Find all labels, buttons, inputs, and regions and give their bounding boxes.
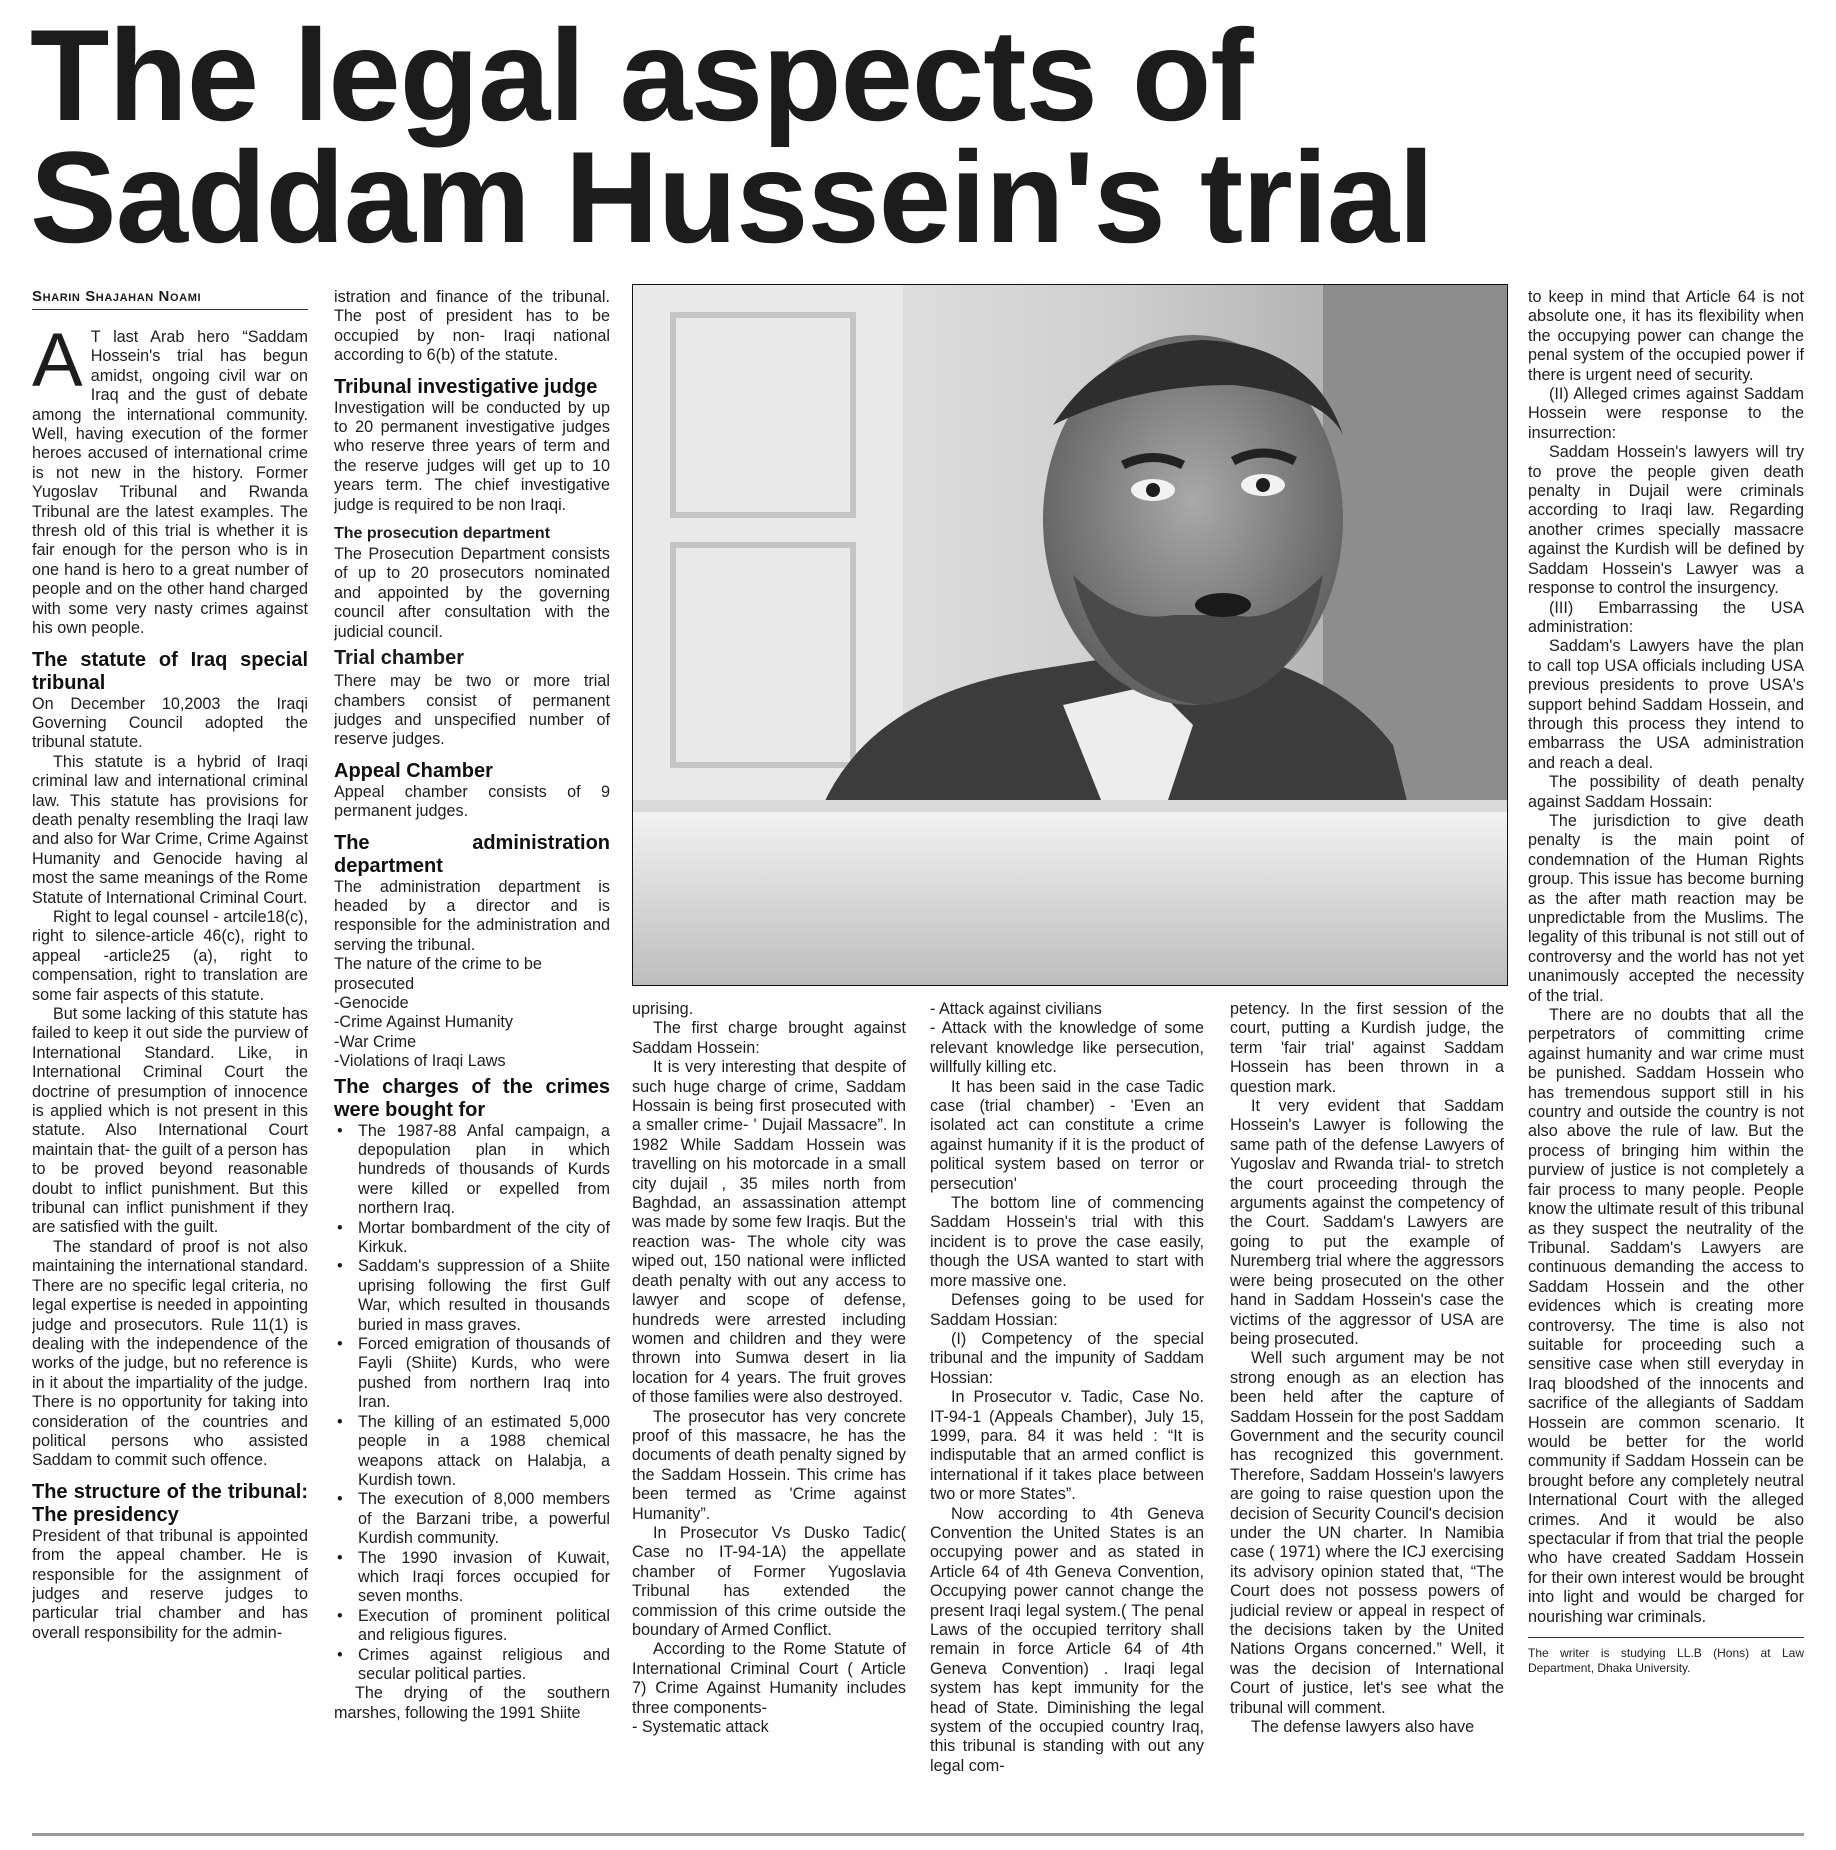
paragraph: It very evident that Saddam Hossein's Lawyer is following the same path of the defense Lawyers of Yugoslav and Rwanda trial- to stretch the court proceeding through the arguments against the competency of the Court. Saddam's Lawyers are going to put the example of Nuremberg trial where the aggressors were being prosecuted on the other hand in Saddam Hossein's case the victims of the aggressor of USA are being prosecuted.	[1230, 1097, 1504, 1348]
crime-item: -War Crime	[334, 1032, 417, 1051]
paragraph: In Prosecutor v. Tadic, Case No. IT-94-1 (Appeals Chamber), July 15, 1999, para. 84 it was held : “It is indisputable that an armed conflict is international if it takes place between two or more States”.	[930, 1388, 1204, 1504]
list-item: • The 1987-88 Anfal campaign, a depopulation plan in which hundreds of thousands of Kurds were killed or expelled from northern Iraq.	[334, 1122, 610, 1219]
heading-charges: The charges of the crimes were bought for	[334, 1075, 610, 1121]
paragraph: The standard of proof is not also maintaining the international standard. There are no specific legal criteria, no legal expertise is needed in appointing judge and prosecutors. Rule 11(1) is dealing with the independence of the works of the judge, but no reference is in it about the impartiality of the judge. There is no opportunity for taking into consideration of the countries and political persons who assisted Saddam to commit such offence.	[32, 1237, 308, 1470]
paragraph: Well such argument may be not strong enough as an election has been held after the capture of Saddam Hossein for the post Saddam Government and the security council has recognized this government. Therefore, Saddam Hossein's lawyers are going to raise question upon the decision of Security Council's decision under the UN charter. In Namibia case ( 1971) where the ICJ exercising its advisory opinion stated that, “The Court does not possess powers of judicial review or appeal in respect of the decisions taken by the United Nations Organs concerned.” Well, it was the decision of International Court of justice, let's see what the tribunal will comment.	[1230, 1349, 1504, 1717]
paragraph: The nature of the crime to be prosecuted	[334, 955, 542, 993]
heading-administration: The administration department	[334, 831, 610, 877]
column-4	[930, 1000, 1204, 1828]
list-item: • The execution of 8,000 members of the Barzani tribe, a powerful Kurdish community.	[334, 1490, 610, 1548]
paragraph: (I) Competency of the special tribunal and the impunity of Saddam Hossian:	[930, 1329, 1204, 1387]
paragraph: The prosecutor has very concrete proof of this massacre, he has the documents of death penalty signed by the Saddam Hossein. This crime has been termed as 'Crime against Humanity”.	[632, 1407, 906, 1523]
list-item: • Crimes against religious and secular political parties.	[334, 1646, 610, 1685]
paragraph: The first charge brought against Saddam Hossein:	[632, 1019, 906, 1057]
column-2	[334, 288, 610, 1828]
paragraph: The drying of the southern marshes, following the 1991 Shiite	[334, 1684, 610, 1722]
paragraph: The bottom line of commencing Saddam Hossein's trial with this incident is to prove the case easily, though the USA wanted to start with more massive one.	[930, 1194, 1204, 1290]
heading-prosecution: The prosecution department	[334, 525, 551, 543]
dropcap: A	[32, 328, 83, 403]
column-3	[632, 1000, 906, 1828]
paragraph: There may be two or more trial chambers consist of permanent judges and unspecified number of reserve judges.	[334, 672, 610, 749]
charges-list	[334, 1122, 610, 1685]
list-item: • Mortar bombardment of the city of Kirkuk.	[334, 1219, 610, 1258]
heading-structure: The structure of the tribunal: The presidency	[32, 1480, 308, 1526]
paragraph: On December 10,2003 the Iraqi Governing Council adopted the tribunal statute.	[32, 694, 308, 752]
paragraph: Saddam Hossein's lawyers will try to prove the people given death penalty in Dujail were criminals according to Iraqi law. Regarding another crimes specially massacre against the Kurdish will be defined by Saddam Hossein's Lawyer was a response to control the insurgency.	[1528, 443, 1804, 598]
paragraph: Saddam's Lawyers have the plan to call top USA officials including USA previous presidents to prove USA's support behind Saddam Hossein, and through this process they intend to embarrass the USA administration and reach a deal.	[1528, 637, 1804, 772]
footer-rule	[32, 1833, 1804, 1836]
paragraph: The jurisdiction to give death penalty is the main point of condemnation of the Human Rights group. This issue has become burning as the after math reaction may be unpredictable from the Muslims. The legality of this tribunal is not still out of controversy and the world has not yet unanimously accepted the necessity of the trial.	[1528, 811, 1804, 1005]
paragraph: There are no doubts that all the perpetrators of committing crime against humanity and war crime must be punished. Saddam Hossein who has tremendous support still in his country and outside the country is not also above the rule of law. But the process of bringing him within the purview of justice is not completely a fair process to many people. People know the ultimate result of this tribunal as they suspect the neutrality of the Tribunal. Saddam's Lawyers are continuous demanding the access to Saddam Hossein and the other evidences which is creating more controversy. The time is also not suitable for proceeding such a sensitive case when still everyday in Iraq bloodshed of the innocents and sacrifice of the allegiants of Saddam Hossein are common scenario. It would be better for the world community if Saddam Hossein can be brought before any completely neutral International Court with the alleged crimes. And it would be also spectacular if from that trial the people who have created Saddam Hossein for their own interest would be brought into light and would be charged for nourishing war criminals.	[1528, 1006, 1804, 1626]
paragraph: Now according to 4th Geneva Convention the United States is an occupying power and as stated in Article 64 of 4th Geneva Convention, Occupying power cannot change the present Iraqi legal system.( The penal Laws of the occupied territory shall remain in force Article 64 of 4th Geneva Convention) . Iraqi legal system has kept immunity for the head of State. Diminishing the legal system of the occupied country Iraq, this tribunal is standing with out any legal com-	[930, 1504, 1204, 1775]
paragraph: President of that tribunal is appointed from the appeal chamber. He is responsible for the assignment of judges and reserve judges to particular trial chamber and has overall responsibility for the admin-	[32, 1526, 308, 1642]
crime-item: -Violations of Iraqi Laws	[334, 1052, 506, 1071]
paragraph: It has been said in the case Tadic case (trial chamber) - 'Even an isolated act can constitute a crime against humanity if it is the product of political system based on terror or persecution'	[930, 1077, 1204, 1193]
paragraph: to keep in mind that Article 64 is not absolute one, it has its flexibility when the occupying power can change the penal system of the occupied power if there is urgent need of security.	[1528, 288, 1804, 384]
paragraph: It is very interesting that despite of such huge charge of crime, Saddam Hossain is being first prosecuted with a smaller crime- ' Dujail Massacre”. In 1982 While Saddam Hossein was travelling on his motorcade in a small city dujail , 35 miles north from Baghdad, an assassination attempt was made by some few Iraqis. But the reaction was- The whole city was wiped out, 150 national were inflicted death penalty with out any access to lawyer and scope of defense, hundreds were arrested including women and children and they were thrown into Sumwa desert in lia location for 4 years. The fruit groves of those families were also destroyed.	[632, 1058, 906, 1407]
heading-appeal-chamber: Appeal Chamber	[334, 759, 493, 782]
list-item: • The 1990 invasion of Kuwait, which Iraqi forces occupied for seven months.	[334, 1549, 610, 1607]
list-item: • Forced emigration of thousands of Fayli (Shiite) Kurds, who were pushed from northern Iraq into Iran.	[334, 1335, 610, 1413]
heading-trial-chamber: Trial chamber	[334, 647, 465, 670]
paragraph: But some lacking of this statute has failed to keep it out side the purview of International Standard. Like, in International Criminal Court the doctrine of presumption of innocence is applied which is not present in this statute. Also International Court maintain that- the guilt of a person has to be proved beyond reasonable doubt to inflict punishment. But this tribunal can inflict punishment if they are satisfied with the guilt.	[32, 1005, 308, 1237]
paragraph: petency. In the first session of the court, putting a Kurdish judge, the term 'fair trial' against Saddam Hossein has been thrown in a question mark.	[1230, 1000, 1504, 1096]
headline: The legal aspects of Saddam Hussein's trial	[30, 2, 1434, 270]
crime-item: -Crime Against Humanity	[334, 1013, 514, 1032]
list-item: • Execution of prominent political and religious figures.	[334, 1607, 610, 1646]
heading-investigative-judge: Tribunal investigative judge	[334, 375, 598, 398]
crime-list	[334, 994, 610, 1072]
intro-paragraph: A T last Arab hero “Saddam Hossein's trial has begun amidst, ongoing civil war on Iraq and the gust of debate among the international community. Well, having execution of the former heroes accused of international crime is not new in the history. Former Yugoslav Tribunal and Rwanda Tribunal are the latest examples. The thresh old of this trial is whether it is fair enough for the person who is in one hand is hero to a great number of people and on the other hand charged with some very nasty crimes against his own people.	[32, 328, 308, 638]
paragraph: The administration department is headed by a director and is responsible for the administration and serving the tribunal.	[334, 877, 610, 954]
paragraph: The possibility of death penalty against Saddam Hossain:	[1528, 773, 1804, 811]
paragraph: Appeal chamber consists of 9 permanent judges.	[334, 782, 610, 821]
byline: Sharin Shajahan Noami	[32, 288, 308, 310]
paragraph: According to the Rome Statute of International Criminal Court ( Article 7) Crime Against Humanity includes three components-	[632, 1640, 906, 1717]
paragraph: (II) Alleged crimes against Saddam Hossein were response to the insurrection:	[1528, 385, 1804, 442]
paragraph: The Prosecution Department consists of up to 20 prosecutors nominated and appointed by the governing council after consultation with the judicial council.	[334, 545, 610, 641]
paragraph: The defense lawyers also have	[1251, 1718, 1475, 1737]
column-1	[32, 328, 308, 1828]
paragraph: - Attack with the knowledge of some relevant knowledge like persecution, willfully killing etc.	[930, 1019, 1204, 1077]
column-5	[1230, 1000, 1504, 1828]
paragraph: istration and finance of the tribunal. The post of president has to be occupied by non- Iraqi national according to 6(b) of the statute.	[334, 288, 610, 365]
paragraph: In Prosecutor Vs Dusko Tadic( Case no IT-94-1A) the appellate chamber of Former Yugoslavia Tribunal has extended the commission of this crime outside the boundary of Armed Conflict.	[632, 1523, 906, 1639]
paragraph: uprising.	[632, 1000, 694, 1018]
paragraph: Defenses going to be used for Saddam Hossian:	[930, 1291, 1204, 1329]
column-6	[1528, 288, 1804, 1828]
photo-saddam-hussein	[632, 284, 1508, 986]
paragraph: This statute is a hybrid of Iraqi criminal law and international criminal law. This statute has provisions for death penalty resembling the Iraqi law and also for War Crime, Crime Against Humanity and Genocide having al most the same meanings of the Rome Statute of International Criminal Court.	[32, 752, 308, 907]
paragraph: (III) Embarrassing the USA administration:	[1528, 598, 1804, 636]
list-item: • The killing of an estimated 5,000 people in a 1988 chemical weapons attack on Halabja, a Kurdish town.	[334, 1413, 610, 1491]
paragraph: - Attack against civilians	[930, 1000, 1102, 1018]
list-item: • Saddam's suppression of a Shiite uprising following the first Gulf War, which resulted in thousands buried in mass graves.	[334, 1257, 610, 1335]
author-note: The writer is studying LL.B (Hons) at Law Department, Dhaka University.	[1528, 1637, 1804, 1676]
crime-item: -Genocide	[334, 993, 409, 1012]
heading-statute: The statute of Iraq special tribunal	[32, 648, 308, 694]
paragraph: - Systematic attack	[632, 1718, 769, 1737]
paragraph: Right to legal counsel - artcile18(c), right to silence-article 46(c), right to appeal -article25 (a), right to compensation, right to translation are some fair aspects of this statute.	[32, 907, 308, 1004]
portrait-image	[633, 285, 1507, 985]
paragraph: Investigation will be conducted by up to 20 permanent investigative judges who reserve three years of term and the reserve judges will get up to 10 years term. The chief investigative judge is required to be non Iraqi.	[334, 398, 610, 514]
